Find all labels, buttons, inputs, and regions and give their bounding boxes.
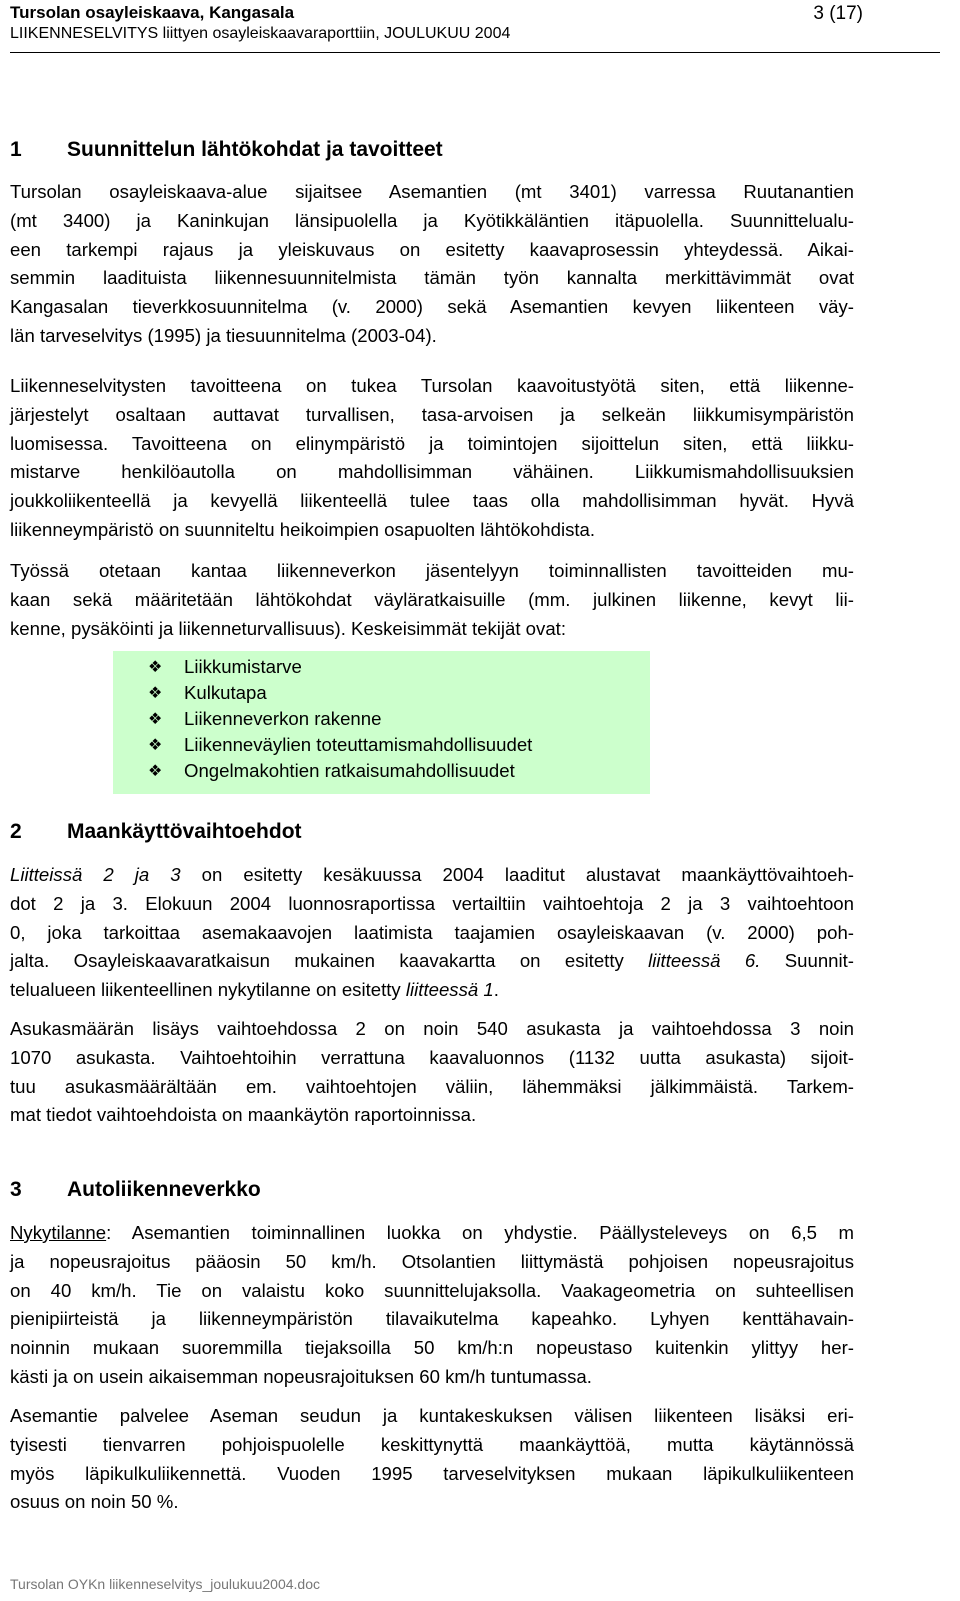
text-line: 0, joka tarkoittaa asemakaavojen laatimista taajamien osayleiskaavan (v. 2000) poh- <box>10 921 854 943</box>
bullet-text: Liikenneverkon rakenne <box>184 708 382 729</box>
text-line: Asemantie palvelee Aseman seudun ja kuntakeskuksen välisen liikenteen lisäksi eri- <box>10 1405 854 1426</box>
section-1-paragraph-3 <box>10 557 854 643</box>
text-line: Liikenneselvitysten tavoitteena on tukea Tursolan kaavoitustyötä siten, että liikenne- <box>10 375 854 396</box>
text-line: tuu asukasmäärältään em. vaihtoehtojen väliin, lähemmäksi jälkimmäistä. Tarkem- <box>10 1075 854 1097</box>
text-line: 1070 asukasta. Vaihtoehtoihin verrattuna kaavaluonnos (1132 uutta asukasta) sijoit- <box>10 1046 854 1068</box>
text-span: telualueen liikenteellinen nykytilanne on esitetty <box>10 979 406 1001</box>
text-line: myös läpikulkuliikennettä. Vuoden 1995 tarveselvityksen mukaan läpikulkuliikenteen <box>10 1462 854 1484</box>
text-line <box>10 1219 854 1248</box>
diamond-bullet-icon: ❖ <box>148 685 163 702</box>
section-3-paragraph-2 <box>10 1402 854 1517</box>
section-title: Maankäyttövaihtoehdot <box>67 820 302 843</box>
diamond-bullet-icon: ❖ <box>148 659 163 676</box>
text-line <box>10 861 854 890</box>
bullet-text: Ongelmakohtien ratkaisumahdollisuudet <box>184 760 515 781</box>
section-1-paragraph-1 <box>10 178 854 351</box>
text-line: luomisessa. Tavoitteena on elinympäristö ja toimintojen sijoittelun siten, että liikku- <box>10 432 854 454</box>
text-line: mat tiedot vaihtoehdoista on maankäytön raportoinnissa. <box>10 1104 477 1126</box>
current-situation-label: Nykytilanne <box>10 1222 107 1243</box>
section-2-paragraph-1 <box>10 861 854 1005</box>
text-line: kaan sekä määritetään lähtökohdat väyläratkaisuille (mm. julkinen liikenne, kevyt lii- <box>10 588 854 610</box>
appendix-reference: liitteessä 6. <box>648 950 761 972</box>
text-line: järjestelyt osaltaan auttavat turvallisen, tasa-arvoisen ja selkeän liikkumisympäristön <box>10 403 854 425</box>
text-line: län tarveselvitys (1995) ja tiesuunnitelma (2003-04). <box>10 324 437 346</box>
text-line: mistarve henkilöautolla on mahdollisimman vähäinen. Liikkumismahdollisuuksien <box>10 461 854 483</box>
section-number: 3 <box>10 1178 22 1201</box>
appendix-reference: liitteessä 1 <box>405 979 494 1001</box>
text-line: osuus on noin 50 %. <box>10 1491 179 1513</box>
bullet-text: Liikkumistarve <box>184 656 302 677</box>
text-line: joukkoliikenteellä ja kevyellä liikenteellä tulee taas olla mahdollisimman hyvät. Hyvä <box>10 490 854 512</box>
document-title: Tursolan osayleiskaava, Kangasala <box>10 3 295 22</box>
page-number: 3 (17) <box>813 3 863 24</box>
section-number: 2 <box>10 820 22 843</box>
section-1-paragraph-2 <box>10 372 854 545</box>
section-3-paragraph-1 <box>10 1219 854 1392</box>
section-2-paragraph-2 <box>10 1015 854 1130</box>
section-2-heading <box>10 820 302 844</box>
text-line: dot 2 ja 3. Elokuun 2004 luonnosraportissa vertailtiin vaihtoehtoja 2 ja 3 vaihtoehtoon <box>10 892 854 914</box>
bullet-text: Liikenneväylien toteuttamismahdollisuudet <box>184 734 533 755</box>
section-1-heading <box>10 138 443 162</box>
text-line: kenne, pysäköinti ja liikenneturvallisuus). Keskeisimmät tekijät ovat: <box>10 617 566 639</box>
text-span: on esitetty kesäkuussa 2004 laaditut alustavat maankäyttövaihtoeh- <box>180 864 854 885</box>
section-title: Suunnittelun lähtökohdat ja tavoitteet <box>67 138 443 161</box>
text-line: een tarkempi rajaus ja yleiskuvaus on esitetty kaavaprosessin yhteydessä. Aikai- <box>10 238 854 260</box>
text-line <box>10 976 854 1005</box>
text-line: noinnin mukaan suoremmilla tiejaksoilla 50 km/h:n nopeustaso kuitenkin ylittyy her- <box>10 1337 854 1359</box>
text-line: pienipiirteistä ja liikenneympäristön tilavaikutelma kapeahko. Lyhyen kenttähavain- <box>10 1308 854 1330</box>
document-subtitle: LIIKENNESELVITYS liittyen osayleiskaavaraporttiin, JOULUKUU 2004 <box>10 25 511 42</box>
text-span: . <box>493 979 499 1001</box>
text-line: Kangasalan tieverkkosuunnitelma (v. 2000) sekä Asemantien kevyen liikenteen väy- <box>10 296 854 318</box>
text-span: jalta. Osayleiskaavaratkaisun mukainen kaavakartta on esitetty <box>10 950 649 972</box>
text-line: kästi ja on usein aikaisemman nopeusrajoituksen 60 km/h tuntumassa. <box>10 1365 592 1387</box>
diamond-bullet-icon: ❖ <box>148 737 163 754</box>
text-line: semmin laadituista liikennesuunnitelmista tämän työn kannalta merkittävimmät ovat <box>10 267 854 289</box>
text-line: ja nopeusrajoitus pääosin 50 km/h. Otsolantien liittymästä pohjoisen nopeusrajoitus <box>10 1250 854 1272</box>
text-span: Suunnit- <box>760 950 854 972</box>
footer-filename: Tursolan OYKn liikenneselvitys_joulukuu2004.doc <box>10 1576 320 1592</box>
text-line <box>10 947 854 976</box>
appendix-reference: Liitteissä 2 ja 3 <box>10 864 181 885</box>
section-number: 1 <box>10 138 22 161</box>
text-line: Tursolan osayleiskaava-alue sijaitsee Asemantien (mt 3401) varressa Ruutanantien <box>10 181 854 202</box>
text-line: tyisesti tienvarren pohjoispuolelle keskittynyttä maankäyttöä, mutta käytännössä <box>10 1433 854 1455</box>
section-3-heading <box>10 1178 261 1202</box>
section-title: Autoliikenneverkko <box>67 1178 261 1201</box>
text-line: Työssä otetaan kantaa liikenneverkon jäsentelyyn toiminnallisten tavoitteiden mu- <box>10 560 854 581</box>
text-line: liikenneympäristö on suunniteltu heikoimpien osapuolten lähtökohdista. <box>10 518 596 540</box>
diamond-bullet-icon: ❖ <box>148 763 163 780</box>
text-line: Asukasmäärän lisäys vaihtoehdossa 2 on noin 540 asukasta ja vaihtoehdossa 3 noin <box>10 1018 854 1039</box>
diamond-bullet-icon: ❖ <box>148 711 163 728</box>
text-line: (mt 3400) ja Kaninkujan länsipuolella ja Kyötikkäläntien itäpuolella. Suunnittelualu- <box>10 209 854 231</box>
text-span: : Asemantien toiminnallinen luokka on yhdystie. Päällysteleveys on 6,5 m <box>106 1222 854 1243</box>
text-line: on 40 km/h. Tie on valaistu koko suunnittelujaksolla. Vaakageometria on suhteellisen <box>10 1279 854 1301</box>
header-divider <box>10 52 940 53</box>
bullet-text: Kulkutapa <box>184 682 267 703</box>
